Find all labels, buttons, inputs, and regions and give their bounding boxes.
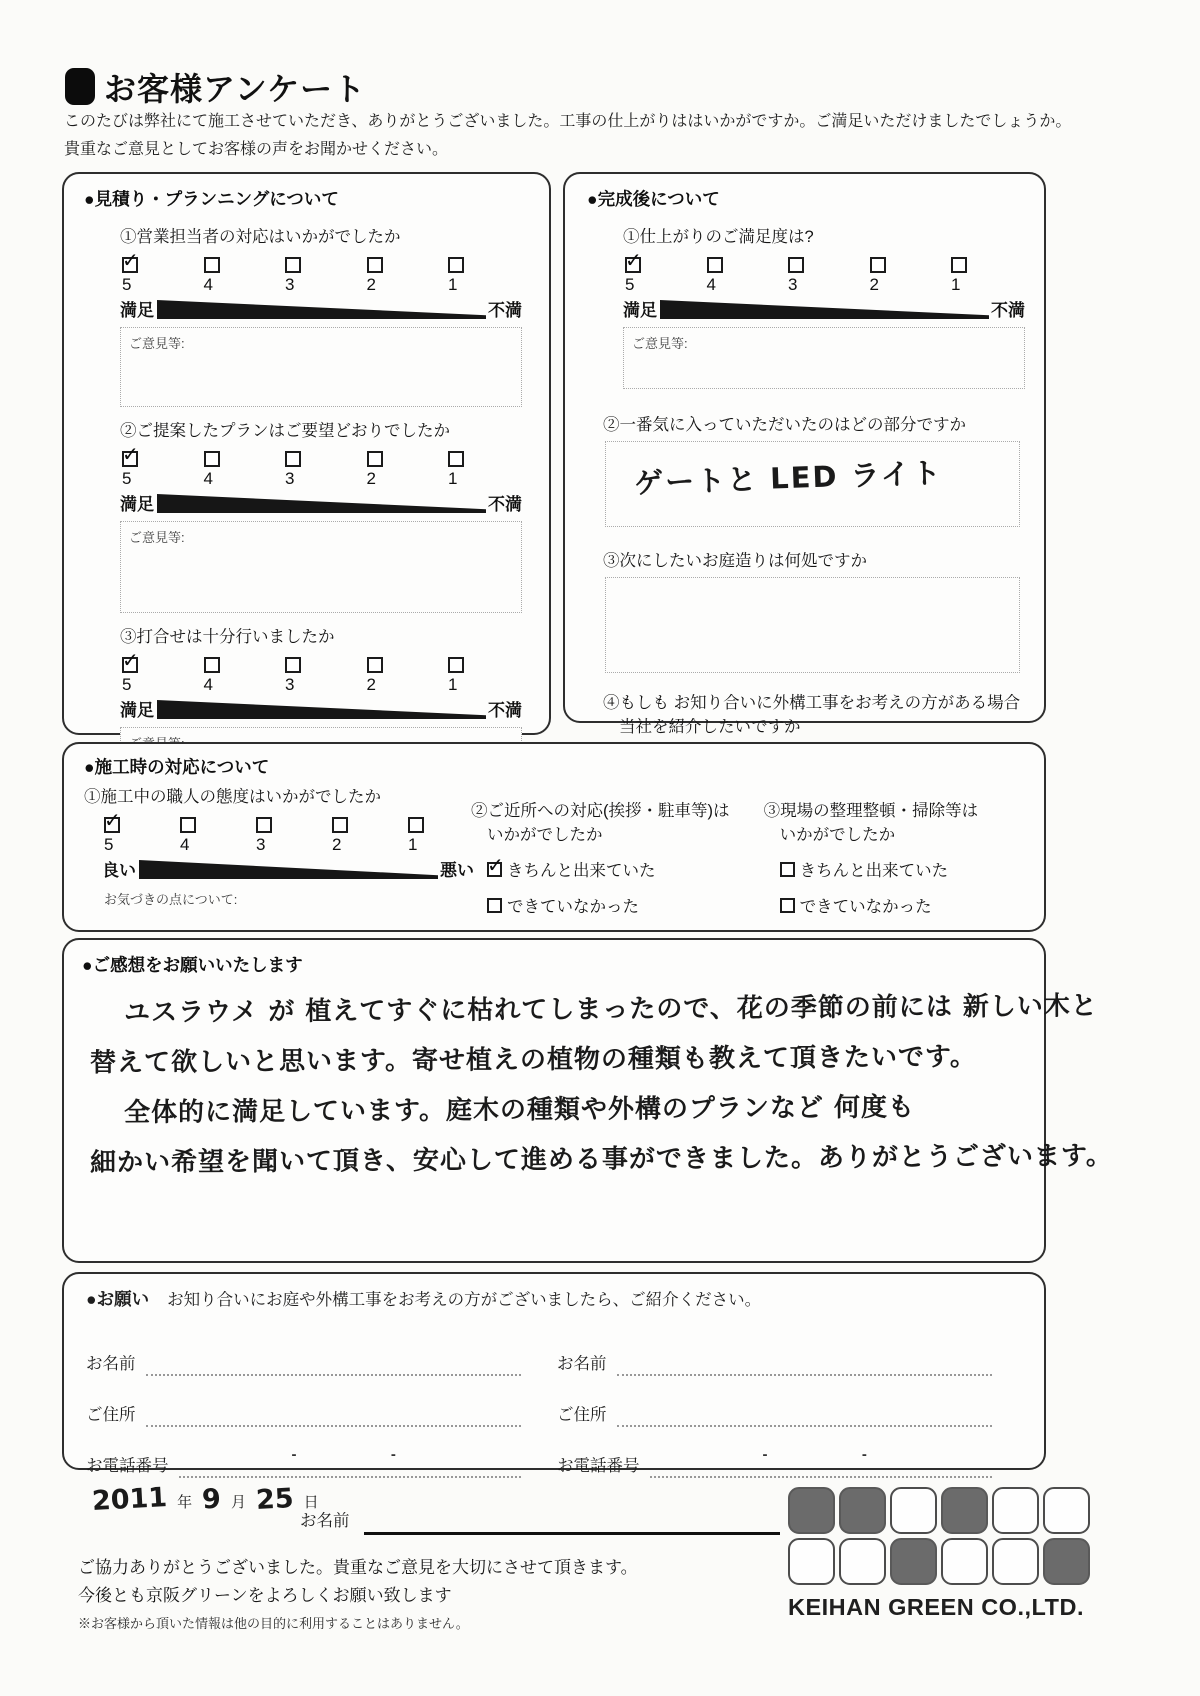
rating-checkbox-5[interactable] (625, 257, 641, 273)
name-input-line[interactable] (617, 1350, 993, 1376)
section-referral (62, 1272, 1046, 1475)
rating-number: 3 (285, 675, 295, 694)
rating-row (625, 257, 977, 295)
feedback-title: ●ご感想をお願いいたします (82, 955, 303, 975)
question-label: ②ご提案したプランはご要望どおりでしたか (120, 422, 450, 440)
rating-number: 4 (203, 469, 213, 488)
done-properly-checkbox[interactable] (780, 862, 795, 877)
rating-number: 2 (332, 835, 342, 854)
rating-number: 3 (285, 469, 295, 488)
phone-dash: - (762, 1446, 768, 1463)
referral-title-text: お知り合いにお庭や外構工事をお考えの方がございましたら、ご紹介ください。 (167, 1291, 762, 1309)
question-finish-satisfaction (623, 223, 1026, 389)
rating-number: 5 (625, 275, 635, 294)
phone-input-line[interactable] (650, 1446, 993, 1478)
referral-title (86, 1286, 1028, 1311)
scale-right-label: 不満 (488, 301, 522, 320)
month-unit: 月 (230, 1494, 246, 1511)
section-construction (62, 742, 1046, 932)
footer-thanks-1: ご協力ありがとうございました。貴重なご意見を大切にさせて頂きます。 (78, 1558, 638, 1577)
logo-square (839, 1538, 886, 1585)
feedback-line: 替えて欲しいと思います。寄せ植えの植物の種類も教えて頂きたいです。 (89, 1042, 977, 1079)
section-feedback[interactable] (62, 938, 1113, 1263)
satisfaction-wedge (157, 494, 486, 513)
phone-field-row (86, 1427, 521, 1478)
question-label: ③現場の整理整頓・掃除等は (763, 802, 979, 820)
rating-number: 2 (366, 275, 376, 294)
name-field-row (557, 1325, 992, 1376)
phone-label: お電話番号 (557, 1457, 640, 1475)
logo-square (890, 1487, 937, 1534)
question-label: ②ご近所への対応(挨拶・駐車等)は (471, 802, 730, 820)
satisfaction-scale (623, 296, 1025, 321)
rating-checkbox-3[interactable] (285, 451, 301, 467)
satisfaction-wedge (157, 300, 486, 319)
logo-square (890, 1538, 937, 1585)
rating-number: 1 (448, 275, 458, 294)
day-unit: 日 (303, 1494, 319, 1511)
not-done-checkbox[interactable] (780, 898, 795, 913)
comment-label: ご意見等: (129, 530, 185, 545)
rating-checkbox-1[interactable] (448, 451, 464, 467)
logo-square (788, 1487, 835, 1534)
option-label: できていなかった (799, 898, 932, 916)
answer-box[interactable] (605, 577, 1020, 673)
handwritten-day: 25 (255, 1483, 295, 1516)
company-logo (788, 1487, 1090, 1621)
not-done-checkbox[interactable] (487, 898, 502, 913)
satisfaction-wedge (157, 700, 486, 719)
question-label: ①仕上がりのご満足度は? (623, 228, 814, 246)
rating-number: 2 (366, 675, 376, 694)
rating-number: 1 (448, 675, 458, 694)
option-label: きちんと出来ていた (507, 862, 656, 880)
option-label: できていなかった (507, 898, 640, 916)
rating-checkbox-2[interactable] (367, 451, 383, 467)
rating-checkbox-1[interactable] (448, 657, 464, 673)
rating-row (122, 451, 474, 489)
address-label: ご住所 (86, 1406, 136, 1424)
name-input-line[interactable] (146, 1350, 522, 1376)
logo-square (992, 1487, 1039, 1534)
question-favorite-part (603, 411, 1026, 527)
name-field-row (86, 1325, 521, 1376)
scale-left-label: 満足 (623, 301, 657, 320)
question-plan-match (120, 417, 531, 613)
year-unit: 年 (177, 1494, 193, 1511)
option-row (780, 893, 1028, 917)
rating-number: 2 (366, 469, 376, 488)
question-next-garden (603, 547, 1026, 673)
comment-label: ご意見等: (129, 336, 185, 351)
address-label: ご住所 (557, 1406, 607, 1424)
date-row (92, 1484, 329, 1515)
rating-checkbox-4[interactable] (707, 257, 723, 273)
scale-right-label: 悪い (440, 861, 474, 880)
question-label: ③打合せは十分行いましたか (120, 628, 335, 646)
rating-number: 4 (203, 275, 213, 294)
feedback-line: 細かい希望を聞いて頂き、安心して進める事ができました。ありがとうございます。 (89, 1141, 1113, 1179)
rating-row (122, 657, 474, 695)
logo-square (992, 1538, 1039, 1585)
question-sales-response (120, 223, 531, 407)
rating-checkbox-3[interactable] (285, 257, 301, 273)
rating-number: 4 (706, 275, 716, 294)
question-label: ②一番気に入っていただいたのはどの部分ですか (603, 416, 966, 434)
address-field-row (86, 1376, 521, 1427)
comment-label: ご意見等: (632, 336, 688, 351)
logo-square (941, 1487, 988, 1534)
option-row (780, 857, 1028, 881)
construction-title: ●施工時の対応について (84, 757, 270, 777)
name-label: お名前 (86, 1355, 136, 1373)
address-field-row (557, 1376, 992, 1427)
logo-square (941, 1538, 988, 1585)
intro-text (64, 108, 1154, 164)
phone-input-line[interactable] (179, 1446, 522, 1478)
footer-privacy-note: ※お客様から頂いた情報は他の目的に利用することはありません。 (78, 1616, 469, 1631)
intro-line: 貴重なご意見としてお客様の声をお聞かせください。 (64, 141, 449, 158)
option-row (487, 857, 764, 881)
phone-dash: - (291, 1446, 297, 1463)
handwritten-answer: ゲートと LED ライト (633, 455, 944, 501)
rating-number: 5 (122, 675, 132, 694)
rating-checkbox-3[interactable] (788, 257, 804, 273)
rating-checkbox-3[interactable] (285, 657, 301, 673)
rating-checkbox-2[interactable] (367, 257, 383, 273)
question-label: ③次にしたいお庭造りは何処ですか (603, 552, 867, 570)
signature-name-row (300, 1506, 780, 1535)
question-label-line2: いかがでしたか (487, 826, 603, 844)
rating-checkbox-3[interactable] (256, 817, 272, 833)
footer-thanks-2: 今後とも京阪グリーンをよろしくお願い致します (78, 1586, 452, 1605)
signature-name-line[interactable] (364, 1506, 781, 1535)
rating-checkbox-2[interactable] (870, 257, 886, 273)
rating-checkbox-1[interactable] (951, 257, 967, 273)
rating-number: 4 (203, 675, 213, 694)
rating-checkbox-2[interactable] (332, 817, 348, 833)
signature-name-label: お名前 (300, 1512, 350, 1530)
rating-number: 3 (256, 835, 266, 854)
phone-field-row (557, 1427, 992, 1478)
done-properly-checkbox[interactable] (487, 862, 502, 877)
handwritten-year: 2011 (91, 1482, 168, 1517)
rating-checkbox-5[interactable] (104, 817, 120, 833)
referral-column-2 (557, 1325, 1028, 1478)
good-bad-scale (102, 856, 474, 881)
logo-checker-grid (788, 1487, 1090, 1585)
name-label: お名前 (557, 1355, 607, 1373)
rating-checkbox-4[interactable] (204, 257, 220, 273)
scale-left-label: 満足 (120, 301, 154, 320)
question-label: ①営業担当者の対応はいかがでしたか (120, 228, 401, 246)
title-bullet-icon (65, 68, 95, 105)
completion-title: ●完成後について (587, 189, 720, 209)
logo-square (1043, 1487, 1090, 1534)
answer-box[interactable] (605, 441, 1020, 527)
planning-title: ●見積り・プランニングについて (84, 189, 339, 209)
construction-col-workers (84, 783, 474, 917)
question-label-line2: いかがでしたか (779, 826, 896, 844)
rating-number: 1 (951, 275, 961, 294)
rating-checkbox-4[interactable] (180, 817, 196, 833)
rating-checkbox-5[interactable] (122, 257, 138, 273)
satisfaction-wedge (139, 860, 438, 879)
comment-box[interactable] (120, 521, 522, 613)
rating-checkbox-5[interactable] (122, 451, 138, 467)
option-row (487, 893, 764, 917)
rating-checkbox-5[interactable] (122, 657, 138, 673)
phone-dash: - (390, 1446, 396, 1463)
comment-box[interactable] (120, 327, 522, 407)
section-planning (62, 172, 551, 735)
rating-row (122, 257, 474, 295)
question-label: ①施工中の職人の態度はいかがでしたか (84, 788, 381, 806)
construction-col-neighbors (471, 783, 764, 917)
rating-checkbox-2[interactable] (367, 657, 383, 673)
comment-box[interactable] (623, 327, 1025, 389)
rating-checkbox-4[interactable] (204, 451, 220, 467)
page-title: お客様アンケート (104, 71, 367, 107)
satisfaction-wedge (660, 300, 989, 319)
feedback-line: ユスラウメ が 植えてすぐに枯れてしまったので、花の季節の前には 新しい木と (123, 991, 1098, 1029)
referral-title-bullet: ●お願い (86, 1289, 150, 1309)
question-label-line2: 当社を紹介したいですか (619, 718, 801, 736)
rating-number: 3 (788, 275, 798, 294)
phone-label: お電話番号 (86, 1457, 169, 1475)
rating-number: 5 (122, 275, 132, 294)
scale-right-label: 不満 (991, 301, 1025, 320)
rating-number: 1 (408, 835, 418, 854)
rating-checkbox-1[interactable] (408, 817, 424, 833)
logo-square (788, 1538, 835, 1585)
rating-number: 3 (285, 275, 295, 294)
referral-column-1 (86, 1325, 557, 1478)
feedback-line: 全体的に満足しています。庭木の種類や外構のプランなど 何度も (123, 1092, 916, 1129)
company-name: KEIHAN GREEN CO.,LTD. (788, 1594, 1084, 1620)
section-completion (563, 172, 1046, 736)
rating-number: 4 (180, 835, 190, 854)
logo-square (839, 1487, 886, 1534)
scale-left-label: 満足 (120, 495, 154, 514)
intro-line: このたびは弊社にて施工させていただき、ありがとうございました。工事の仕上がりははいかがですか。ご満足いただけましたでしょうか。 (64, 113, 1072, 130)
rating-checkbox-1[interactable] (448, 257, 464, 273)
phone-dash: - (861, 1446, 867, 1463)
rating-number: 2 (869, 275, 879, 294)
construction-col-cleanup (764, 783, 1028, 917)
question-label: ④もしも お知り合いに外構工事をお考えの方がある場合 (603, 694, 1021, 712)
handwritten-month: 9 (201, 1483, 222, 1516)
note-label: お気づきの点について: (104, 892, 238, 907)
scale-right-label: 不満 (488, 701, 522, 720)
rating-number: 5 (122, 469, 132, 488)
satisfaction-scale (120, 296, 522, 321)
rating-number: 1 (448, 469, 458, 488)
handwritten-feedback (82, 985, 1113, 1185)
option-label: きちんと出来ていた (799, 862, 949, 880)
satisfaction-scale (120, 696, 522, 721)
scale-right-label: 不満 (488, 495, 522, 514)
scale-left-label: 良い (102, 861, 136, 880)
rating-number: 5 (104, 835, 114, 854)
rating-row (104, 817, 434, 855)
satisfaction-scale (120, 490, 522, 515)
scale-left-label: 満足 (120, 701, 154, 720)
logo-square (1043, 1538, 1090, 1585)
address-input-line[interactable] (617, 1401, 993, 1427)
rating-checkbox-4[interactable] (204, 657, 220, 673)
address-input-line[interactable] (146, 1401, 522, 1427)
